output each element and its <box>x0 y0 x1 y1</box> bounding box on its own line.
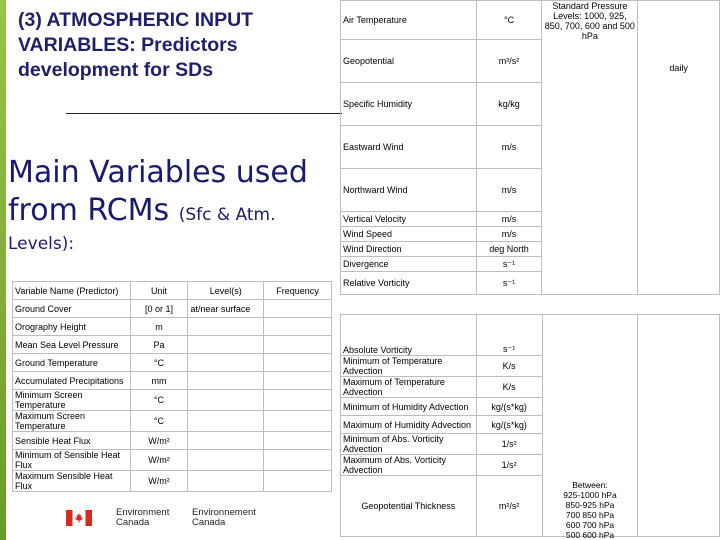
variable-name: Accumulated Precipitations <box>13 372 131 390</box>
variable-level <box>188 411 264 432</box>
logo-text-en <box>116 508 169 528</box>
variable-unit: s⁻¹ <box>476 257 542 272</box>
table-row <box>13 354 332 372</box>
variable-unit: °C <box>476 1 542 40</box>
variable-level <box>188 354 264 372</box>
variable-name: Maximum of Humidity Advection <box>341 416 477 434</box>
variable-name: Orography Height <box>13 318 131 336</box>
main-variables-heading <box>8 154 338 256</box>
variable-name: Specific Humidity <box>341 83 477 126</box>
variable-unit: m²/s² <box>476 476 542 537</box>
variable-frequency <box>264 300 332 318</box>
variable-unit: mm <box>130 372 188 390</box>
header-levels: Level(s) <box>188 282 264 300</box>
variable-unit: °C <box>130 411 188 432</box>
variable-name: Minimum of Temperature Advection <box>341 356 477 377</box>
variable-unit: s⁻¹ <box>476 272 542 295</box>
logo-en-line2: Canada <box>116 517 150 528</box>
variable-name: Maximum Screen Temperature <box>13 411 131 432</box>
variable-unit: m <box>130 318 188 336</box>
variable-unit: m/s <box>476 169 542 212</box>
variable-name: Eastward Wind <box>341 126 477 169</box>
variable-unit: m/s <box>476 126 542 169</box>
variable-unit: Pa <box>130 336 188 354</box>
logo-text-fr <box>192 508 256 528</box>
variable-name: Divergence <box>341 257 477 272</box>
variable-unit: m/s <box>476 212 542 227</box>
variable-frequency <box>264 372 332 390</box>
table-row <box>13 336 332 354</box>
variable-name: Ground Temperature <box>13 354 131 372</box>
surface-variables-table <box>12 281 332 492</box>
table-row <box>13 372 332 390</box>
variable-name: Maximum Sensible Heat Flux <box>13 471 131 492</box>
variable-unit: °C <box>130 390 188 411</box>
environment-canada-logo <box>62 504 332 536</box>
variable-name: Relative Vorticity <box>341 272 477 295</box>
variable-unit: kg/(s*kg) <box>476 398 542 416</box>
main-vars-line2-note: (Sfc & Atm. <box>178 205 276 225</box>
variable-frequency <box>264 471 332 492</box>
main-vars-line1: Main Variables used <box>8 155 308 190</box>
logo-fr-line2: Canada <box>192 517 226 528</box>
variable-unit: [0 or 1] <box>130 300 188 318</box>
main-vars-line3: Levels): <box>8 234 75 254</box>
variable-unit: °C <box>130 354 188 372</box>
variable-unit: 1/s² <box>476 434 542 455</box>
table-row <box>13 390 332 411</box>
variable-unit: W/m² <box>130 450 188 471</box>
table-row <box>341 1 720 40</box>
thickness-level: Between: <box>572 480 608 490</box>
pressure-levels-cell: Standard Pressure Levels: 1000, 925, 850, 700, 600 and 500 hPa <box>542 1 638 295</box>
variable-name: Maximum of Abs. Vorticity Advection <box>341 455 477 476</box>
variable-unit: m²/s² <box>476 40 542 83</box>
variable-unit: s⁻¹ <box>476 315 542 356</box>
table-row <box>13 300 332 318</box>
table-row <box>13 318 332 336</box>
variable-name: Minimum of Sensible Heat Flux <box>13 450 131 471</box>
variable-level <box>188 318 264 336</box>
variable-name: Ground Cover <box>13 300 131 318</box>
variable-level <box>188 372 264 390</box>
variable-name: Geopotential Thickness <box>341 476 477 537</box>
variable-unit: 1/s² <box>476 455 542 476</box>
variable-name: Sensible Heat Flux <box>13 432 131 450</box>
header-variable-name: Variable Name (Predictor) <box>13 282 131 300</box>
logo-en-line1: Environment <box>116 507 170 518</box>
variable-name: Air Temperature <box>341 1 477 40</box>
thickness-level: 600 700 hPa <box>565 520 615 530</box>
variable-name: Mean Sea Level Pressure <box>13 336 131 354</box>
table-row <box>13 450 332 471</box>
frequency-cell: daily <box>638 1 720 295</box>
variable-level <box>188 432 264 450</box>
canada-flag-icon <box>66 510 92 526</box>
header-unit: Unit <box>130 282 188 300</box>
variable-level <box>188 450 264 471</box>
variable-level: at/near surface <box>188 300 264 318</box>
variable-unit: K/s <box>476 356 542 377</box>
thickness-level: 850-925 hPa <box>565 500 615 510</box>
variable-name: Maximum of Temperature Advection <box>341 377 477 398</box>
empty-cell <box>638 315 720 537</box>
thickness-level: 925-1000 hPa <box>563 490 617 500</box>
variable-name: Absolute Vorticity <box>341 315 477 356</box>
table-row <box>13 471 332 492</box>
variable-frequency <box>264 318 332 336</box>
variable-name: Northward Wind <box>341 169 477 212</box>
variable-frequency <box>264 432 332 450</box>
variable-unit: W/m² <box>130 432 188 450</box>
accent-bar <box>0 0 6 540</box>
variable-frequency <box>264 354 332 372</box>
variable-frequency <box>264 411 332 432</box>
main-vars-line2: from RCMs <box>8 193 170 228</box>
variable-unit: K/s <box>476 377 542 398</box>
variable-name: Wind Speed <box>341 227 477 242</box>
table-header-row <box>13 282 332 300</box>
variable-level <box>188 390 264 411</box>
variable-name: Minimum Screen Temperature <box>13 390 131 411</box>
table-row <box>341 315 720 356</box>
variable-unit: m/s <box>476 227 542 242</box>
variable-name: Minimum of Humidity Advection <box>341 398 477 416</box>
variable-unit: W/m² <box>130 471 188 492</box>
variable-unit: deg North <box>476 242 542 257</box>
advection-variables-table <box>340 314 720 537</box>
variable-name: Geopotential <box>341 40 477 83</box>
variable-level <box>188 336 264 354</box>
logo-fr-line1: Environnement <box>192 507 256 518</box>
variable-frequency <box>264 450 332 471</box>
upper-air-variables-table <box>340 0 720 295</box>
thickness-levels <box>545 480 635 540</box>
variable-frequency <box>264 390 332 411</box>
slide-title: (3) ATMOSPHERIC INPUT VARIABLES: Predictors development for SDs <box>18 9 254 81</box>
thickness-level: 500 600 hPa <box>565 530 615 540</box>
variable-level <box>188 471 264 492</box>
variable-frequency <box>264 336 332 354</box>
title-divider <box>66 113 342 114</box>
header-frequency: Frequency <box>264 282 332 300</box>
variable-unit: kg/(s*kg) <box>476 416 542 434</box>
variable-name: Vertical Velocity <box>341 212 477 227</box>
table-row <box>13 411 332 432</box>
variable-name: Minimum of Abs. Vorticity Advection <box>341 434 477 455</box>
variable-name: Wind Direction <box>341 242 477 257</box>
table-row <box>13 432 332 450</box>
variable-unit: kg/kg <box>476 83 542 126</box>
thickness-level: 700 850 hPa <box>565 510 615 520</box>
